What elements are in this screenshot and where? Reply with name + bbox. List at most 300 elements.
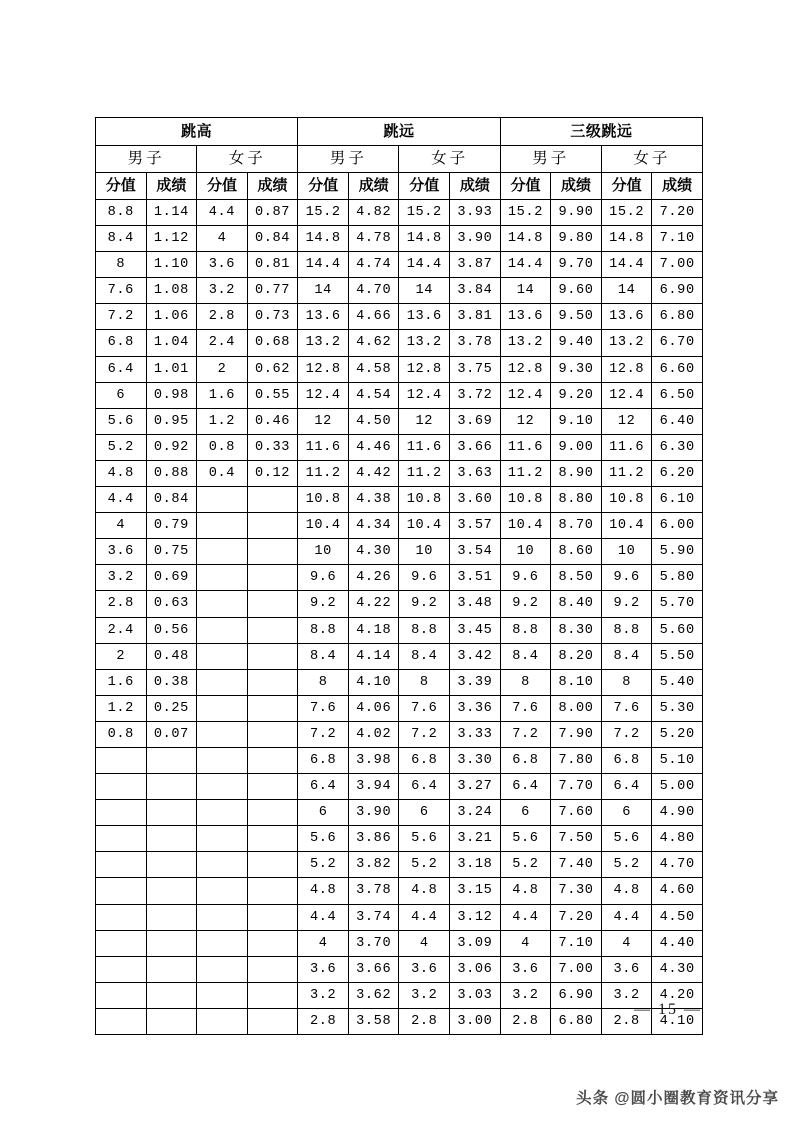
sub-header-10: 分值 bbox=[601, 173, 652, 200]
event-header-triple-jump: 三级跳远 bbox=[500, 118, 702, 146]
table-cell: 3.2 bbox=[96, 565, 147, 591]
table-cell: 13.6 bbox=[298, 304, 349, 330]
event-header-row bbox=[96, 118, 703, 146]
table-cell: 6.70 bbox=[652, 330, 703, 356]
table-cell: 3.18 bbox=[450, 852, 501, 878]
table-cell: 1.06 bbox=[146, 304, 197, 330]
table-cell: 4 bbox=[96, 513, 147, 539]
table-cell: 10.4 bbox=[500, 513, 551, 539]
table-cell: 3.00 bbox=[450, 1008, 501, 1034]
table-cell: 11.6 bbox=[601, 434, 652, 460]
table-cell: 11.2 bbox=[500, 460, 551, 486]
table-cell bbox=[197, 539, 248, 565]
table-cell: 11.6 bbox=[399, 434, 450, 460]
table-cell bbox=[197, 826, 248, 852]
table-cell: 10.8 bbox=[500, 487, 551, 513]
table-cell: 4.58 bbox=[348, 356, 399, 382]
table-cell: 9.2 bbox=[399, 591, 450, 617]
table-cell bbox=[247, 930, 298, 956]
table-cell: 7.20 bbox=[551, 904, 602, 930]
table-cell: 5.2 bbox=[500, 852, 551, 878]
table-cell: 4.70 bbox=[652, 852, 703, 878]
table-cell: 0.84 bbox=[146, 487, 197, 513]
table-cell: 7.90 bbox=[551, 721, 602, 747]
table-cell: 2.4 bbox=[96, 617, 147, 643]
table-cell: 9.30 bbox=[551, 356, 602, 382]
table-row bbox=[96, 330, 703, 356]
table-cell: 4.54 bbox=[348, 382, 399, 408]
gender-header-row bbox=[96, 146, 703, 173]
table-cell: 9.2 bbox=[601, 591, 652, 617]
table-cell: 8.10 bbox=[551, 669, 602, 695]
table-cell: 0.46 bbox=[247, 408, 298, 434]
table-cell: 5.60 bbox=[652, 617, 703, 643]
table-cell: 3.6 bbox=[399, 956, 450, 982]
table-cell bbox=[247, 513, 298, 539]
table-cell: 9.6 bbox=[298, 565, 349, 591]
table-cell: 6.40 bbox=[652, 408, 703, 434]
table-cell: 8.80 bbox=[551, 487, 602, 513]
table-cell: 3.36 bbox=[450, 695, 501, 721]
table-cell: 4.8 bbox=[298, 878, 349, 904]
table-cell: 4.8 bbox=[399, 878, 450, 904]
table-cell: 3.2 bbox=[197, 278, 248, 304]
table-cell bbox=[197, 878, 248, 904]
table-cell: 1.12 bbox=[146, 226, 197, 252]
table-cell: 5.30 bbox=[652, 695, 703, 721]
table-cell: 0.07 bbox=[146, 721, 197, 747]
table-cell: 6.8 bbox=[96, 330, 147, 356]
table-cell: 3.87 bbox=[450, 252, 501, 278]
table-cell bbox=[146, 774, 197, 800]
table-cell: 4.4 bbox=[399, 904, 450, 930]
table-cell: 14 bbox=[399, 278, 450, 304]
table-cell: 8.00 bbox=[551, 695, 602, 721]
table-cell: 3.57 bbox=[450, 513, 501, 539]
table-cell: 4.70 bbox=[348, 278, 399, 304]
table-cell: 5.00 bbox=[652, 774, 703, 800]
table-row bbox=[96, 513, 703, 539]
table-cell: 3.27 bbox=[450, 774, 501, 800]
table-cell bbox=[247, 539, 298, 565]
table-cell: 11.2 bbox=[399, 460, 450, 486]
table-cell: 4.10 bbox=[348, 669, 399, 695]
table-row bbox=[96, 721, 703, 747]
table-header bbox=[96, 118, 703, 200]
sub-header-8: 分值 bbox=[500, 173, 551, 200]
table-cell: 0.75 bbox=[146, 539, 197, 565]
table-cell: 4.8 bbox=[601, 878, 652, 904]
table-cell: 3.62 bbox=[348, 982, 399, 1008]
gender-header-triple-jump-female: 女子 bbox=[601, 146, 702, 173]
table-row bbox=[96, 591, 703, 617]
table-cell: 8.8 bbox=[96, 200, 147, 226]
table-cell: 0.56 bbox=[146, 617, 197, 643]
sub-header-7: 成绩 bbox=[450, 173, 501, 200]
table-cell: 9.50 bbox=[551, 304, 602, 330]
table-cell bbox=[197, 669, 248, 695]
table-cell: 8.20 bbox=[551, 643, 602, 669]
table-cell: 3.81 bbox=[450, 304, 501, 330]
table-cell bbox=[247, 565, 298, 591]
table-cell: 3.39 bbox=[450, 669, 501, 695]
table-cell: 3.69 bbox=[450, 408, 501, 434]
table-cell: 2.8 bbox=[96, 591, 147, 617]
table-cell: 7.30 bbox=[551, 878, 602, 904]
table-cell: 10.4 bbox=[601, 513, 652, 539]
table-cell: 5.2 bbox=[298, 852, 349, 878]
table-cell bbox=[197, 956, 248, 982]
table-cell: 1.2 bbox=[197, 408, 248, 434]
table-row bbox=[96, 304, 703, 330]
table-cell: 7.2 bbox=[601, 721, 652, 747]
table-cell: 4 bbox=[601, 930, 652, 956]
table-cell: 8.4 bbox=[96, 226, 147, 252]
table-cell: 3.70 bbox=[348, 930, 399, 956]
table-cell: 11.6 bbox=[298, 434, 349, 460]
table-cell: 12.4 bbox=[500, 382, 551, 408]
table-row bbox=[96, 487, 703, 513]
table-cell: 8.70 bbox=[551, 513, 602, 539]
table-cell: 8 bbox=[96, 252, 147, 278]
table-cell: 9.00 bbox=[551, 434, 602, 460]
table-cell: 8.4 bbox=[601, 643, 652, 669]
table-cell: 4.60 bbox=[652, 878, 703, 904]
table-cell: 2.8 bbox=[601, 1008, 652, 1034]
table-cell: 15.2 bbox=[399, 200, 450, 226]
table-cell bbox=[197, 904, 248, 930]
table-cell bbox=[146, 904, 197, 930]
table-cell: 13.6 bbox=[399, 304, 450, 330]
sub-header-1: 成绩 bbox=[146, 173, 197, 200]
table-cell: 7.20 bbox=[652, 200, 703, 226]
table-cell: 10.8 bbox=[601, 487, 652, 513]
table-cell: 8 bbox=[500, 669, 551, 695]
table-cell: 6 bbox=[96, 382, 147, 408]
table-cell bbox=[146, 930, 197, 956]
table-cell: 8.8 bbox=[500, 617, 551, 643]
table-cell bbox=[247, 852, 298, 878]
table-cell: 0.25 bbox=[146, 695, 197, 721]
table-cell: 5.90 bbox=[652, 539, 703, 565]
table-cell: 3.72 bbox=[450, 382, 501, 408]
table-cell: 4.22 bbox=[348, 591, 399, 617]
table-cell: 3.94 bbox=[348, 774, 399, 800]
table-row bbox=[96, 800, 703, 826]
table-cell: 6.4 bbox=[500, 774, 551, 800]
table-cell: 7.2 bbox=[298, 721, 349, 747]
table-cell: 3.90 bbox=[348, 800, 399, 826]
table-cell: 14.4 bbox=[298, 252, 349, 278]
table-cell bbox=[197, 852, 248, 878]
table-cell: 6 bbox=[500, 800, 551, 826]
table-cell: 1.6 bbox=[96, 669, 147, 695]
table-row bbox=[96, 695, 703, 721]
table-row bbox=[96, 539, 703, 565]
table-cell: 5.50 bbox=[652, 643, 703, 669]
table-cell: 1.01 bbox=[146, 356, 197, 382]
table-cell: 3.74 bbox=[348, 904, 399, 930]
table-cell: 9.90 bbox=[551, 200, 602, 226]
table-cell bbox=[146, 800, 197, 826]
table-cell: 3.78 bbox=[348, 878, 399, 904]
table-cell: 9.40 bbox=[551, 330, 602, 356]
table-cell: 4.8 bbox=[96, 460, 147, 486]
table-cell: 14.8 bbox=[298, 226, 349, 252]
table-cell: 12.8 bbox=[601, 356, 652, 382]
table-cell: 4.50 bbox=[348, 408, 399, 434]
table-cell: 4.62 bbox=[348, 330, 399, 356]
table-cell: 0.8 bbox=[96, 721, 147, 747]
event-header-long-jump: 跳远 bbox=[298, 118, 500, 146]
table-cell: 7.2 bbox=[500, 721, 551, 747]
table-cell: 3.24 bbox=[450, 800, 501, 826]
table-cell: 5.6 bbox=[601, 826, 652, 852]
table-cell: 4.30 bbox=[652, 956, 703, 982]
table-cell: 14.8 bbox=[500, 226, 551, 252]
table-cell: 3.15 bbox=[450, 878, 501, 904]
table-cell: 6.4 bbox=[298, 774, 349, 800]
table-cell: 6.20 bbox=[652, 460, 703, 486]
table-cell: 0.63 bbox=[146, 591, 197, 617]
sub-header-3: 成绩 bbox=[247, 173, 298, 200]
table-cell: 12.4 bbox=[601, 382, 652, 408]
table-cell: 4.4 bbox=[601, 904, 652, 930]
table-cell bbox=[247, 643, 298, 669]
table-cell bbox=[146, 852, 197, 878]
table-cell: 7.6 bbox=[601, 695, 652, 721]
table-cell: 6.4 bbox=[601, 774, 652, 800]
table-cell: 0.55 bbox=[247, 382, 298, 408]
table-cell: 4.66 bbox=[348, 304, 399, 330]
table-cell: 3.6 bbox=[298, 956, 349, 982]
gender-header-triple-jump-male: 男子 bbox=[500, 146, 601, 173]
table-row bbox=[96, 643, 703, 669]
table-cell: 4.06 bbox=[348, 695, 399, 721]
table-cell: 12.8 bbox=[298, 356, 349, 382]
table-cell: 15.2 bbox=[298, 200, 349, 226]
table-cell: 0.8 bbox=[197, 434, 248, 460]
table-cell: 12.4 bbox=[298, 382, 349, 408]
table-cell bbox=[247, 826, 298, 852]
table-cell: 2 bbox=[197, 356, 248, 382]
table-cell: 3.45 bbox=[450, 617, 501, 643]
table-cell: 4.4 bbox=[96, 487, 147, 513]
table-cell: 6.8 bbox=[601, 747, 652, 773]
table-cell: 6.80 bbox=[551, 1008, 602, 1034]
table-cell: 6 bbox=[399, 800, 450, 826]
table-row bbox=[96, 382, 703, 408]
table-cell: 5.70 bbox=[652, 591, 703, 617]
table-cell: 2.8 bbox=[298, 1008, 349, 1034]
table-cell: 5.6 bbox=[399, 826, 450, 852]
table-cell bbox=[247, 774, 298, 800]
table-cell: 9.70 bbox=[551, 252, 602, 278]
table-cell: 10.8 bbox=[399, 487, 450, 513]
table-cell: 7.80 bbox=[551, 747, 602, 773]
table-cell: 1.10 bbox=[146, 252, 197, 278]
table-cell: 4.40 bbox=[652, 930, 703, 956]
table-cell: 3.60 bbox=[450, 487, 501, 513]
table-cell: 0.88 bbox=[146, 460, 197, 486]
table-cell: 7.50 bbox=[551, 826, 602, 852]
table-cell: 9.10 bbox=[551, 408, 602, 434]
table-cell: 3.63 bbox=[450, 460, 501, 486]
table-cell: 7.00 bbox=[652, 252, 703, 278]
table-cell bbox=[197, 930, 248, 956]
table-cell: 14.4 bbox=[399, 252, 450, 278]
table-row bbox=[96, 356, 703, 382]
table-cell: 4 bbox=[399, 930, 450, 956]
table-cell: 15.2 bbox=[601, 200, 652, 226]
table-cell: 8.8 bbox=[601, 617, 652, 643]
table-cell: 8.60 bbox=[551, 539, 602, 565]
table-cell: 5.2 bbox=[601, 852, 652, 878]
table-cell: 6.90 bbox=[652, 278, 703, 304]
table-cell: 4 bbox=[298, 930, 349, 956]
sub-header-5: 成绩 bbox=[348, 173, 399, 200]
table-cell: 3.98 bbox=[348, 747, 399, 773]
table-cell: 4.02 bbox=[348, 721, 399, 747]
table-cell: 4.20 bbox=[652, 982, 703, 1008]
table-row bbox=[96, 434, 703, 460]
table-cell: 5.6 bbox=[298, 826, 349, 852]
table-cell: 7.70 bbox=[551, 774, 602, 800]
page-number: — 15 — bbox=[634, 1001, 702, 1018]
table-cell: 3.90 bbox=[450, 226, 501, 252]
table-cell: 4.14 bbox=[348, 643, 399, 669]
table-cell: 10.8 bbox=[298, 487, 349, 513]
table-cell: 4.50 bbox=[652, 904, 703, 930]
table-cell: 3.12 bbox=[450, 904, 501, 930]
table-cell: 4.8 bbox=[500, 878, 551, 904]
table-cell: 8.30 bbox=[551, 617, 602, 643]
sub-header-6: 分值 bbox=[399, 173, 450, 200]
table-cell: 6.10 bbox=[652, 487, 703, 513]
sub-header-9: 成绩 bbox=[551, 173, 602, 200]
table-cell: 8.50 bbox=[551, 565, 602, 591]
table-row bbox=[96, 226, 703, 252]
table-cell: 0.77 bbox=[247, 278, 298, 304]
table-cell: 10.4 bbox=[298, 513, 349, 539]
table-row bbox=[96, 408, 703, 434]
table-cell bbox=[197, 487, 248, 513]
table-cell: 9.20 bbox=[551, 382, 602, 408]
table-cell: 3.6 bbox=[197, 252, 248, 278]
table-cell bbox=[96, 904, 147, 930]
table-cell: 3.75 bbox=[450, 356, 501, 382]
table-cell: 13.2 bbox=[298, 330, 349, 356]
table-cell: 3.03 bbox=[450, 982, 501, 1008]
table-cell: 3.93 bbox=[450, 200, 501, 226]
table-cell: 4.30 bbox=[348, 539, 399, 565]
table-cell: 7.10 bbox=[551, 930, 602, 956]
table-cell: 4.4 bbox=[197, 200, 248, 226]
table-cell: 4.82 bbox=[348, 200, 399, 226]
table-cell bbox=[197, 591, 248, 617]
table-cell: 3.42 bbox=[450, 643, 501, 669]
table-row bbox=[96, 852, 703, 878]
table-cell bbox=[197, 643, 248, 669]
table-cell: 4.10 bbox=[652, 1008, 703, 1034]
table-cell bbox=[247, 487, 298, 513]
sub-header-11: 成绩 bbox=[652, 173, 703, 200]
table-cell: 3.84 bbox=[450, 278, 501, 304]
table-cell: 3.82 bbox=[348, 852, 399, 878]
table-cell: 6.8 bbox=[399, 747, 450, 773]
table-cell: 7.6 bbox=[298, 695, 349, 721]
table-cell: 10 bbox=[399, 539, 450, 565]
table-cell: 6.8 bbox=[500, 747, 551, 773]
table-cell: 6.90 bbox=[551, 982, 602, 1008]
table-cell: 2.8 bbox=[399, 1008, 450, 1034]
table-cell: 10 bbox=[298, 539, 349, 565]
gender-header-high-jump-female: 女子 bbox=[197, 146, 298, 173]
table-cell: 6.80 bbox=[652, 304, 703, 330]
table-cell: 4.26 bbox=[348, 565, 399, 591]
table-cell: 3.6 bbox=[96, 539, 147, 565]
table-cell: 8 bbox=[298, 669, 349, 695]
table-cell: 8.8 bbox=[298, 617, 349, 643]
score-table bbox=[95, 117, 703, 1035]
table-cell: 6.30 bbox=[652, 434, 703, 460]
sub-header-row bbox=[96, 173, 703, 200]
table-cell: 4.4 bbox=[298, 904, 349, 930]
table-cell bbox=[247, 956, 298, 982]
table-cell: 0.69 bbox=[146, 565, 197, 591]
table-cell: 12 bbox=[298, 408, 349, 434]
table-cell: 1.08 bbox=[146, 278, 197, 304]
table-cell: 14 bbox=[500, 278, 551, 304]
table-cell: 3.6 bbox=[601, 956, 652, 982]
table-cell: 3.48 bbox=[450, 591, 501, 617]
table-cell: 6.4 bbox=[96, 356, 147, 382]
table-cell: 5.6 bbox=[96, 408, 147, 434]
table-cell: 7.40 bbox=[551, 852, 602, 878]
table-cell: 14.8 bbox=[399, 226, 450, 252]
table-cell bbox=[96, 800, 147, 826]
table-cell: 14.8 bbox=[601, 226, 652, 252]
table-cell bbox=[247, 695, 298, 721]
table-cell: 11.2 bbox=[601, 460, 652, 486]
table-cell: 4.90 bbox=[652, 800, 703, 826]
table-cell: 2 bbox=[96, 643, 147, 669]
table-cell: 0.33 bbox=[247, 434, 298, 460]
table-cell bbox=[247, 904, 298, 930]
table-cell: 7.10 bbox=[652, 226, 703, 252]
table-row bbox=[96, 252, 703, 278]
sub-header-2: 分值 bbox=[197, 173, 248, 200]
table-cell: 0.81 bbox=[247, 252, 298, 278]
table-cell: 10 bbox=[601, 539, 652, 565]
table-cell: 9.60 bbox=[551, 278, 602, 304]
table-cell: 7.00 bbox=[551, 956, 602, 982]
table-cell bbox=[247, 800, 298, 826]
table-cell: 2.8 bbox=[500, 1008, 551, 1034]
table-cell: 6 bbox=[601, 800, 652, 826]
table-row bbox=[96, 878, 703, 904]
table-cell: 5.2 bbox=[399, 852, 450, 878]
table-cell: 12 bbox=[601, 408, 652, 434]
table-cell: 4.46 bbox=[348, 434, 399, 460]
table-row bbox=[96, 565, 703, 591]
table-cell: 3.54 bbox=[450, 539, 501, 565]
gender-header-high-jump-male: 男子 bbox=[96, 146, 197, 173]
table-cell: 1.2 bbox=[96, 695, 147, 721]
table-cell: 1.6 bbox=[197, 382, 248, 408]
table-cell: 3.2 bbox=[601, 982, 652, 1008]
table-cell: 1.04 bbox=[146, 330, 197, 356]
